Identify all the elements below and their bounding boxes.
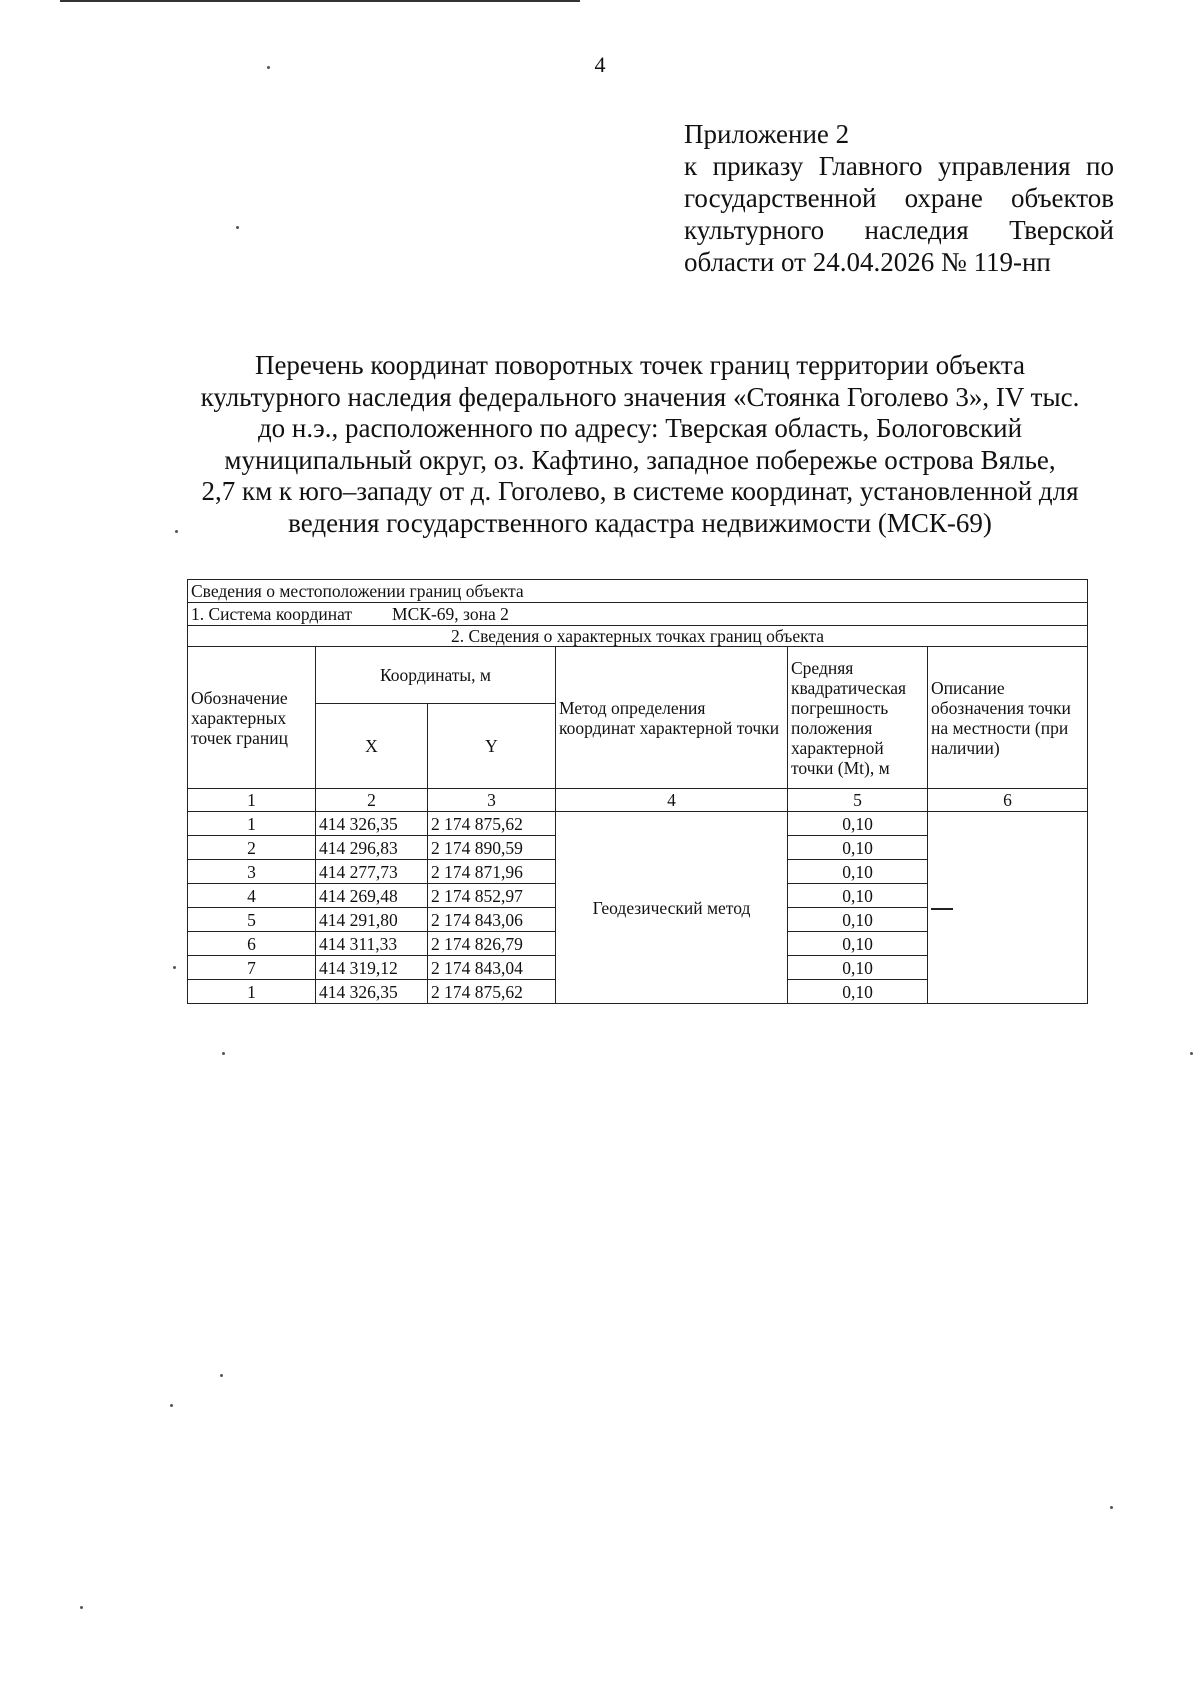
appendix-header	[684, 118, 1114, 278]
method-cell: Геодезический метод	[556, 812, 788, 1004]
x-cell: 414 296,83	[316, 836, 428, 860]
error-cell: 0,10	[788, 980, 928, 1004]
coordinate-system-label: 1. Система координат	[191, 604, 353, 624]
x-cell: 414 277,73	[316, 860, 428, 884]
y-cell: 2 174 890,59	[428, 836, 556, 860]
point-cell: 2	[188, 836, 316, 860]
appendix-line: Приложение 2	[684, 119, 850, 149]
error-cell: 0,10	[788, 860, 928, 884]
document-title	[160, 350, 1120, 539]
y-cell: 2 174 875,62	[428, 812, 556, 836]
coordinates-table	[187, 579, 1088, 1004]
table-row	[188, 812, 1088, 836]
column-number: 6	[928, 789, 1088, 812]
scan-speck	[267, 66, 270, 69]
header-y: Y	[428, 704, 556, 789]
y-cell: 2 174 852,97	[428, 884, 556, 908]
column-number: 4	[556, 789, 788, 812]
error-cell: 0,10	[788, 932, 928, 956]
page-number: 4	[594, 52, 606, 77]
header-method: Метод определения координат характерной точки	[556, 647, 788, 789]
y-cell: 2 174 871,96	[428, 860, 556, 884]
column-number: 1	[188, 789, 316, 812]
x-cell: 414 326,35	[316, 812, 428, 836]
x-cell: 414 269,48	[316, 884, 428, 908]
appendix-line: культурного наследия Тверской	[684, 215, 1114, 245]
scan-top-edge-mark	[60, 0, 580, 2]
point-cell: 1	[188, 812, 316, 836]
header-x: X	[316, 704, 428, 789]
appendix-line: государственной охране объектов	[684, 183, 1114, 213]
scan-speck	[80, 1606, 83, 1609]
x-cell: 414 326,35	[316, 980, 428, 1004]
header-coords: Координаты, м	[316, 647, 556, 704]
error-cell: 0,10	[788, 956, 928, 980]
table-caption: Сведения о местоположении границ объекта	[188, 580, 1088, 603]
scan-speck	[173, 966, 176, 969]
point-cell: 5	[188, 908, 316, 932]
scan-speck	[236, 226, 239, 229]
column-number: 5	[788, 789, 928, 812]
x-cell: 414 311,33	[316, 932, 428, 956]
scan-speck	[220, 1374, 223, 1377]
appendix-line: к приказу Главного управления по	[684, 151, 1114, 181]
error-cell: 0,10	[788, 836, 928, 860]
error-cell: 0,10	[788, 812, 928, 836]
scan-speck	[222, 1052, 225, 1055]
section-2-heading: 2. Сведения о характерных точках границ объекта	[188, 626, 1088, 647]
header-error: Средняя квадратическая погрешность положения характерной точки (Mt), м	[788, 647, 928, 789]
x-cell: 414 291,80	[316, 908, 428, 932]
appendix-line: области от 24.04.2026 № 119-нп	[684, 247, 1051, 277]
error-cell: 0,10	[788, 908, 928, 932]
point-cell: 3	[188, 860, 316, 884]
column-number: 3	[428, 789, 556, 812]
title-line: 2,7 км к юго–западу от д. Гоголево, в системе координат, установленной для	[201, 476, 1079, 506]
header-description: Описание обозначения точки на местности (при наличии)	[928, 647, 1088, 789]
coordinate-system-value: МСК-69, зона 2	[392, 604, 509, 624]
coordinate-system-row	[188, 603, 1088, 626]
title-line: культурного наследия федерального значения «Стоянка Гоголево 3», IV тыс.	[200, 381, 1080, 412]
point-cell: 1	[188, 980, 316, 1004]
y-cell: 2 174 826,79	[428, 932, 556, 956]
scan-speck	[1190, 1052, 1193, 1055]
y-cell: 2 174 875,62	[428, 980, 556, 1004]
x-cell: 414 319,12	[316, 956, 428, 980]
point-cell: 7	[188, 956, 316, 980]
title-line: Перечень координат поворотных точек границ территории объекта	[254, 350, 1026, 380]
error-cell: 0,10	[788, 884, 928, 908]
description-cell	[928, 812, 1088, 1004]
title-line: ведения государственного кадастра недвижимости (МСК-69)	[288, 507, 992, 538]
point-cell: 4	[188, 884, 316, 908]
scan-speck	[1110, 1506, 1113, 1509]
title-line: до н.э., расположенного по адресу: Тверская область, Бологовский	[257, 413, 1023, 443]
point-cell: 6	[188, 932, 316, 956]
column-number: 2	[316, 789, 428, 812]
scan-speck	[170, 1404, 173, 1407]
header-point: Обозначение характерных точек границ	[188, 647, 316, 789]
scan-speck	[175, 530, 178, 533]
y-cell: 2 174 843,06	[428, 908, 556, 932]
dash-mark	[931, 908, 953, 910]
y-cell: 2 174 843,04	[428, 956, 556, 980]
title-line: муниципальный округ, оз. Кафтино, западное побережье острова Вялье,	[224, 444, 1056, 475]
